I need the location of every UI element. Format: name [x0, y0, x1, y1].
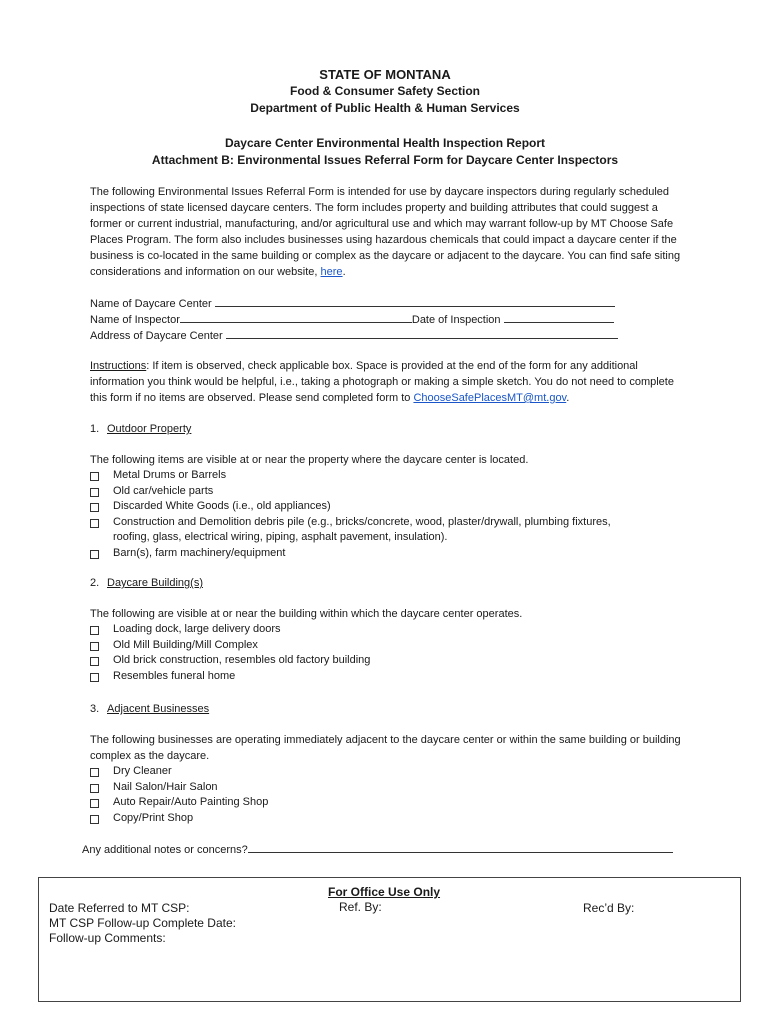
checkbox[interactable]	[90, 503, 99, 512]
inspection-date-label: Date of Inspection	[411, 314, 501, 326]
checklist-item	[90, 468, 650, 484]
checklist-item-label: Construction and Demolition debris pile (e.g., bricks/concrete, wood, plaster/drywall, plumbing fixtures, roofing, glass, electrical wiring, piping, asphalt pavement, insulation).	[113, 515, 611, 543]
checklist-item	[90, 484, 650, 500]
checklist-item-label: Metal Drums or Barrels	[113, 469, 227, 481]
checklist-item	[90, 764, 650, 780]
report-header	[0, 135, 770, 169]
checkbox[interactable]	[90, 799, 99, 808]
instructions-label: Instructions	[90, 360, 147, 372]
address-label: Address of Daycare Center	[90, 330, 223, 342]
document-header	[0, 66, 770, 117]
section-title: Daycare Building(s)	[107, 577, 203, 589]
inspection-date-input-line[interactable]	[504, 311, 614, 323]
inspector-name-input-line[interactable]	[180, 311, 412, 323]
section-description: The following businesses are operating immediately adjacent to the daycare center or within the same building or building complex as the daycare.	[90, 734, 681, 762]
checkbox[interactable]	[90, 815, 99, 824]
checkbox[interactable]	[90, 472, 99, 481]
date-referred-label: Date Referred to MT CSP:	[49, 901, 190, 915]
ref-by-label: Ref. By:	[339, 900, 382, 914]
checklist	[90, 764, 650, 826]
inspector-name-label: Name of Inspector	[90, 314, 180, 326]
notes-input-line[interactable]	[248, 841, 673, 853]
checklist-item-label: Nail Salon/Hair Salon	[113, 780, 218, 793]
website-link[interactable]: here	[320, 266, 343, 278]
section-title: Outdoor Property	[107, 423, 192, 435]
checkbox[interactable]	[90, 768, 99, 777]
section-heading	[90, 701, 209, 717]
section-number: 3.	[90, 703, 100, 715]
intro-text: The following Environmental Issues Referral Form is intended for use by daycare inspectors during regularly scheduled inspections of state licensed daycare centers. The form includes property and building attributes that could suggest a former or current industrial, manufacturing, and/or agricultural use and which may warrant follow-up by MT Choose Safe Places Program. The form also includes businesses using hazardous chemicals that could impact a daycare center if the business is co-located in the same building or complex as the daycare or adjacent to the daycare. You can find safe siting considerations and information on our website,	[90, 186, 681, 278]
checkbox[interactable]	[90, 488, 99, 497]
section-number: 1.	[90, 423, 100, 435]
checkbox[interactable]	[90, 626, 99, 635]
checklist-item-label: Loading dock, large delivery doors	[113, 623, 281, 635]
instructions-paragraph	[90, 358, 685, 406]
checklist-item	[90, 622, 650, 638]
checkbox[interactable]	[90, 642, 99, 651]
section-heading	[90, 575, 203, 591]
checklist-item-label: Auto Repair/Auto Painting Shop	[113, 796, 269, 808]
checklist-item-label: Old brick construction, resembles old factory building	[113, 654, 371, 666]
state-title: STATE OF MONTANA	[319, 67, 451, 82]
checklist-item	[90, 546, 650, 562]
intro-paragraph	[90, 184, 685, 280]
email-link[interactable]: ChooseSafePlacesMT@mt.gov	[413, 392, 567, 404]
notes-label: Any additional notes or concerns?	[82, 844, 248, 856]
inspector-row	[90, 311, 614, 328]
checkbox[interactable]	[90, 519, 99, 528]
checklist	[90, 622, 650, 684]
section-description: The following items are visible at or near the property where the daycare center is located.	[90, 454, 529, 466]
checklist-item-label: Old car/vehicle parts	[113, 484, 214, 497]
checkbox[interactable]	[90, 784, 99, 793]
checklist-item-label: Copy/Print Shop	[113, 811, 194, 824]
instructions-end: .	[566, 392, 570, 404]
checklist-item	[90, 638, 650, 654]
recd-by-label: Rec’d By:	[583, 901, 635, 915]
section-number: 2.	[90, 577, 100, 589]
checklist-item	[90, 653, 650, 669]
attachment-title: Attachment B: Environmental Issues Referral Form for Daycare Center Inspectors	[151, 153, 619, 167]
intro-end: .	[342, 266, 346, 278]
address-field	[90, 327, 618, 344]
daycare-name-label: Name of Daycare Center	[90, 298, 212, 310]
checklist-item-label: Barn(s), farm machinery/equipment	[113, 546, 286, 559]
office-use-title: For Office Use Only	[328, 885, 441, 899]
checklist-item	[90, 499, 650, 515]
office-use-box	[38, 877, 741, 1002]
checklist-item-label: Discarded White Goods (i.e., old appliances)	[113, 500, 331, 512]
checklist	[90, 468, 650, 561]
followup-date-label: MT CSP Follow-up Complete Date:	[49, 916, 236, 930]
checklist-item-label: Old Mill Building/Mill Complex	[113, 638, 258, 651]
checklist-item	[90, 811, 650, 827]
section-title: Adjacent Businesses	[107, 703, 210, 715]
report-title: Daycare Center Environmental Health Inspection Report	[224, 136, 546, 150]
checklist-item-label: Resembles funeral home	[113, 669, 236, 682]
checklist-item	[90, 795, 650, 811]
daycare-name-input-line[interactable]	[215, 295, 615, 307]
section-title: Food & Consumer Safety Section	[289, 84, 481, 98]
department-title: Department of Public Health & Human Services	[250, 101, 520, 115]
checkbox[interactable]	[90, 550, 99, 559]
checklist-item	[90, 515, 650, 546]
checklist-item	[90, 669, 650, 685]
checklist-item	[90, 780, 650, 796]
followup-comments-label: Follow-up Comments:	[49, 931, 166, 945]
additional-notes-field	[82, 841, 673, 858]
address-input-line[interactable]	[226, 327, 618, 339]
checkbox[interactable]	[90, 673, 99, 682]
checklist-item-label: Dry Cleaner	[113, 765, 172, 777]
instructions-text: : If item is observed, check applicable box. Space is provided at the end of the form for any additional information you think would be helpful, i.e., taking a photograph or making a simple sketch. You do not need to complete this form if no items are observed. Please send completed form to	[90, 360, 674, 404]
daycare-name-field	[90, 295, 615, 312]
section-description: The following are visible at or near the building within which the daycare center operates.	[90, 608, 523, 620]
section-heading	[90, 421, 191, 437]
checkbox[interactable]	[90, 657, 99, 666]
